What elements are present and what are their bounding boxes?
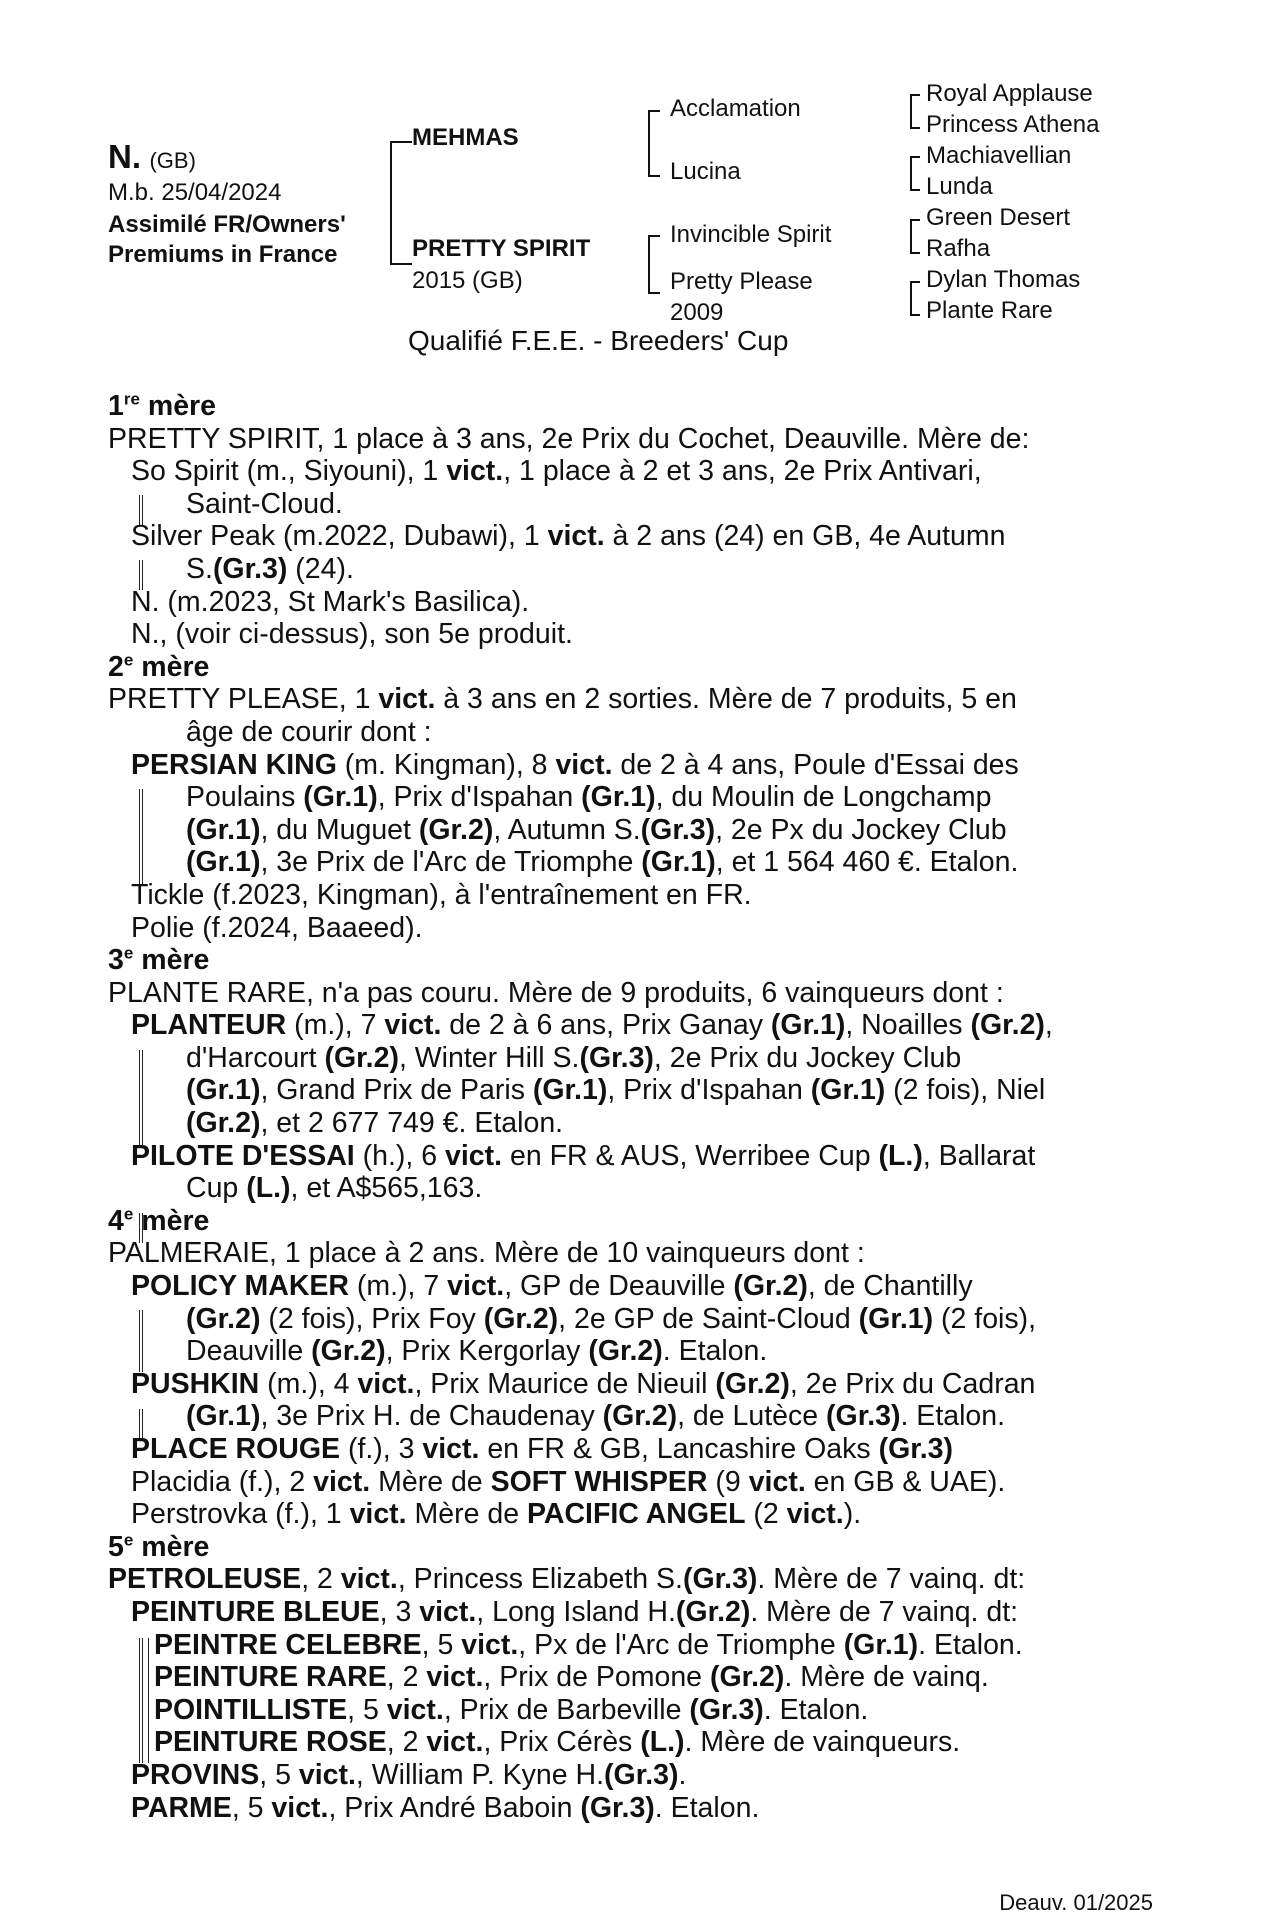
pedigree-bracket-3d (910, 281, 920, 316)
horse-name: N. (108, 138, 141, 175)
text-line: PILOTE D'ESSAI (h.), 6 vict. en FR & AUS, Werribee Cup (L.), Ballarat (131, 1139, 1036, 1172)
pedigree-bracket-3a (910, 94, 920, 129)
horse-name-line (108, 138, 196, 176)
text-line: PARME, 5 vict., Prix André Baboin (Gr.3). Etalon. (131, 1791, 760, 1824)
text-line: (Gr.1), 3e Prix H. de Chaudenay (Gr.2), de Lutèce (Gr.3). Etalon. (186, 1400, 1006, 1433)
text-line: Deauville (Gr.2), Prix Kergorlay (Gr.2). Etalon. (186, 1335, 768, 1368)
ggp-4: Lunda (926, 173, 993, 200)
ggp-6: Rafha (926, 235, 991, 262)
text-line: PEINTURE RARE, 2 vict., Prix de Pomone (Gr.2). Mère de vainq. (154, 1661, 989, 1694)
sire-dam: Lucina (670, 158, 741, 185)
dam-name: PRETTY SPIRIT (412, 235, 591, 262)
text-line: PERSIAN KING (m. Kingman), 8 vict. de 2 à 4 ans, Poule d'Essai des (131, 748, 1019, 781)
sire-name: MEHMAS (412, 124, 519, 151)
text-line: (Gr.1), 3e Prix de l'Arc de Triomphe (Gr.1), et 1 564 460 €. Etalon. (186, 846, 1019, 879)
ggp-8: Plante Rare (926, 297, 1053, 324)
ggp-7: Dylan Thomas (926, 266, 1081, 293)
pedigree-bracket-2b (648, 235, 660, 294)
dam-detail: 2015 (GB) (412, 267, 523, 294)
horse-birth: M.b. 25/04/2024 (108, 179, 282, 206)
text-line: PUSHKIN (m.), 4 vict., Prix Maurice de Nieuil (Gr.2), 2e Prix du Cadran (131, 1367, 1036, 1400)
text-line: Cup (L.), et A$565,163. (186, 1172, 483, 1205)
text-line: Polie (f.2024, Baaeed). (131, 911, 423, 944)
text-line: PEINTURE ROSE, 2 vict., Prix Cérès (L.). Mère de vainqueurs. (154, 1726, 961, 1759)
sire-sire: Acclamation (670, 95, 801, 122)
text-line: d'Harcourt (Gr.2), Winter Hill S.(Gr.3), 2e Prix du Jockey Club (186, 1041, 962, 1074)
section-2-heading: 2e mère (108, 650, 210, 683)
qualification: Qualifié F.E.E. - Breeders' Cup (408, 325, 789, 356)
text-line: N. (m.2023, St Mark's Basilica). (131, 585, 530, 618)
pedigree-bracket-3c (910, 219, 920, 254)
ggp-3: Machiavellian (926, 142, 1072, 169)
text-line: Tickle (f.2023, Kingman), à l'entraînement en FR. (131, 878, 752, 911)
dam-sire: Invincible Spirit (670, 221, 832, 248)
text-line: PLACE ROUGE (f.), 3 vict. en FR & GB, Lancashire Oaks (Gr.3) (131, 1433, 954, 1465)
text-line: PROVINS, 5 vict., William P. Kyne H.(Gr.3). (131, 1758, 687, 1791)
pedigree-bracket-3b (910, 156, 920, 191)
dam-dam: Pretty Please (670, 268, 813, 295)
text-line: S.(Gr.3) (24). (186, 552, 354, 585)
text-line: PALMERAIE, 1 place à 2 ans. Mère de 10 vainqueurs dont : (108, 1237, 865, 1270)
horse-status-1: Assimilé FR/Owners' (108, 211, 346, 238)
section-5-heading: 5e mère (108, 1530, 210, 1563)
footer-reference: Deauv. 01/2025 (999, 1890, 1153, 1915)
text-line: Placidia (f.), 2 vict. Mère de SOFT WHISPER (9 vict. en GB & UAE). (131, 1465, 1006, 1498)
text-line: POLICY MAKER (m.), 7 vict., GP de Deauville (Gr.2), de Chantilly (131, 1270, 973, 1303)
section-3-heading: 3e mère (108, 943, 210, 977)
text-line: PLANTE RARE, n'a pas couru. Mère de 9 produits, 6 vainqueurs dont : (108, 976, 1004, 1009)
pedigree-bracket-1 (390, 141, 412, 265)
text-line: PLANTEUR (m.), 7 vict. de 2 à 6 ans, Prix Ganay (Gr.1), Noailles (Gr.2), (131, 1009, 1053, 1042)
text-line: (Gr.1), Grand Prix de Paris (Gr.1), Prix d'Ispahan (Gr.1) (2 fois), Niel (186, 1074, 1046, 1107)
section-4-heading: 4e mère (108, 1204, 210, 1237)
text-line: So Spirit (m., Siyouni), 1 vict., 1 place à 2 et 3 ans, 2e Prix Antivari, (131, 455, 982, 488)
text-line: PETROLEUSE, 2 vict., Princess Elizabeth S.(Gr.3). Mère de 7 vainq. dt: (108, 1563, 1026, 1596)
text-line: (Gr.2) (2 fois), Prix Foy (Gr.2), 2e GP de Saint-Cloud (Gr.1) (2 fois), (186, 1302, 1037, 1335)
text-line: PEINTRE CELEBRE, 5 vict., Px de l'Arc de Triomphe (Gr.1). Etalon. (154, 1628, 1023, 1661)
text-line: POINTILLISTE, 5 vict., Prix de Barbeville (Gr.3). Etalon. (154, 1693, 869, 1726)
text-line: (Gr.1), du Muguet (Gr.2), Autumn S.(Gr.3), 2e Px du Jockey Club (186, 813, 1007, 846)
text-line: Silver Peak (m.2022, Dubawi), 1 vict. à 2 ans (24) en GB, 4e Autumn (131, 520, 1006, 553)
ggp-1: Royal Applause (926, 80, 1093, 107)
horse-status-2: Premiums in France (108, 241, 338, 268)
text-line: N., (voir ci-dessus), son 5e produit. (131, 618, 573, 651)
ggp-5: Green Desert (926, 204, 1071, 231)
family-text (108, 390, 1178, 1824)
text-line: PRETTY SPIRIT, 1 place à 3 ans, 2e Prix du Cochet, Deauville. Mère de: (108, 422, 1030, 455)
text-line: Poulains (Gr.1), Prix d'Ispahan (Gr.1), du Moulin de Longchamp (186, 781, 992, 814)
ggp-2: Princess Athena (926, 111, 1100, 138)
dam-dam-year: 2009 (670, 299, 724, 326)
text-line: Saint-Cloud. (186, 487, 343, 520)
text-line: PEINTURE BLEUE, 3 vict., Long Island H.(Gr.2). Mère de 7 vainq. dt: (131, 1595, 1019, 1628)
text-line: PRETTY PLEASE, 1 vict. à 3 ans en 2 sorties. Mère de 7 produits, 5 en (108, 683, 1017, 716)
text-line: âge de courir dont : (186, 715, 432, 748)
section-1-heading: 1re mère (108, 389, 216, 422)
horse-origin: (GB) (149, 148, 196, 173)
text-line: (Gr.2), et 2 677 749 €. Etalon. (186, 1107, 564, 1140)
text-line: Perstrovka (f.), 1 vict. Mère de PACIFIC ANGEL (2 vict.). (131, 1498, 862, 1531)
pedigree-bracket-2a (648, 110, 660, 177)
